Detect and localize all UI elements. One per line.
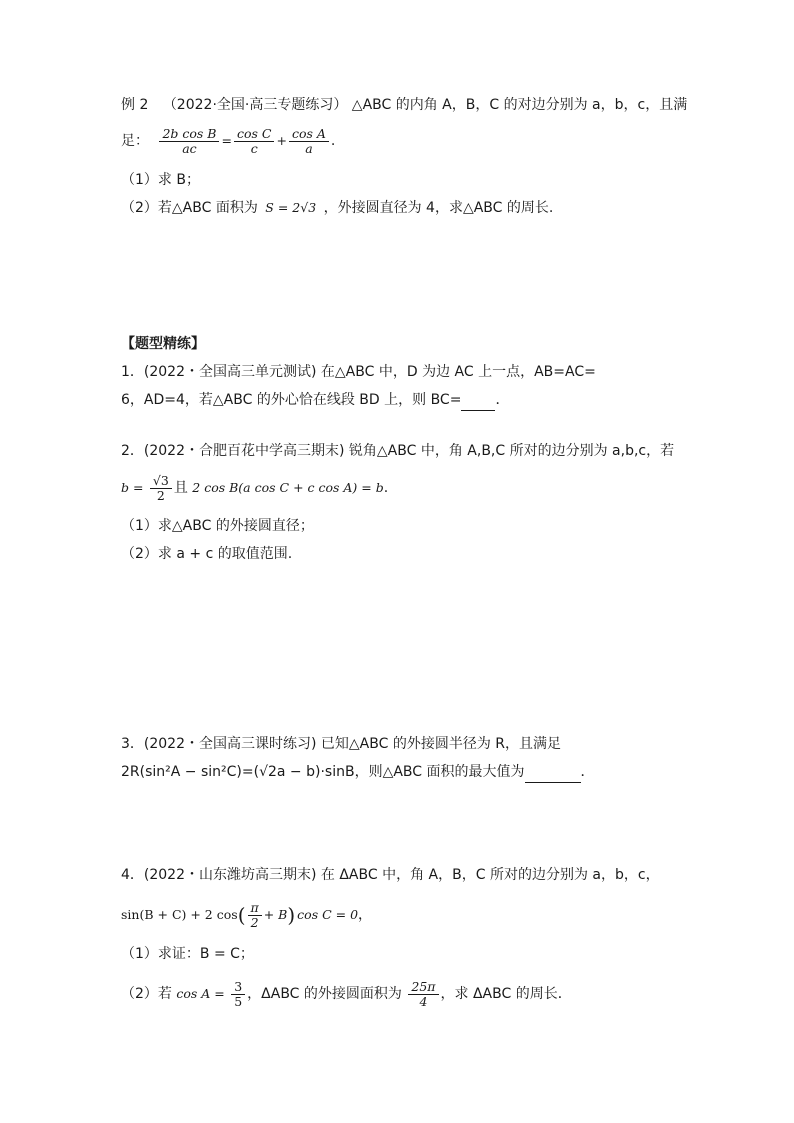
fraction-b: $\frac{√3}{2}$ — [150, 474, 172, 503]
problem-4-equation: sin(B + C) + 2 cos( $\frac{\pi}{2}$ + B) cos C = 0， — [121, 899, 373, 930]
fraction-area: $\frac{25\pi}{4}$ — [408, 980, 438, 1009]
example-2-line-2: 足： $\frac{\text{2b cos B}}{ac}$ = $\frac{\text{cos C}}{c}$ + $\frac{\text{cos A}}{a}$ . — [121, 125, 336, 156]
example-stem: △ABC 的内角 A，B，C 的对边分别为 a，b，c，且满 — [351, 97, 688, 113]
example-stem-cont: 足： — [121, 133, 149, 149]
area-formula: S = 2√3 — [265, 200, 317, 215]
answer-blank[interactable] — [525, 762, 581, 783]
example-2-question-2: （2）若△ABC 面积为 S = 2√3 ，外接圆直径为 4，求△ABC 的周长. — [121, 200, 554, 216]
problem-4-question-2: （2）若 cos A = $\frac{3}{5}$ ，ΔABC 的外接圆面积为 $\frac{25\pi}{4}$ ，求 ΔABC 的周长． — [121, 978, 572, 1009]
problem-4-line-1: 4．(2022・山东潍坊高三期末) 在 ΔABC 中，角 A，B，C 所对的边分别为 a，b，c， — [121, 867, 660, 883]
example-2-line-1 — [121, 95, 687, 115]
problem-1-line-2: 6，AD=4，若△ABC 的外心恰在线段 BD 上，则 BC= ． — [121, 390, 509, 411]
problem-2-line-1: 2．(2022・合肥百花中学高三期末) 锐角△ABC 中，角 A,B,C 所对的边分别为 a,b,c，若 — [121, 443, 675, 459]
fraction-pi-over-2: $\frac{\pi}{2}$ — [248, 901, 262, 930]
problem-1-line-1: 1．(2022・全国高三单元测试) 在△ABC 中，D 为边 AC 上一点，AB=AC= — [121, 364, 596, 380]
fraction-rhs: $\frac{\text{cos A}}{a}$ — [289, 127, 329, 156]
example-source: （2022·全国·高三专题练习） — [162, 97, 348, 113]
condition-formula: 2 cos B(a cos C + c cos A) = b — [192, 480, 384, 495]
section-title: 【题型精练】 — [121, 336, 205, 352]
problem-3-line-2: 2R(sin²A − sin²C)=(√2a − b)·sinB，则△ABC 面积的最大值为 ． — [121, 762, 595, 783]
problem-4-question-1: （1）求证：B = C； — [121, 946, 254, 962]
problem-2-line-2: b = $\frac{√3}{2}$ 且 2 cos B(a cos C + c cos A) = b. — [121, 472, 389, 503]
problem-2-question-1: （1）求△ABC 的外接圆直径； — [121, 518, 314, 534]
answer-blank[interactable] — [461, 390, 495, 411]
example-label: 例 2 — [121, 97, 149, 113]
problem-3-line-1: 3．(2022・全国高三课时练习) 已知△ABC 的外接圆半径为 R，且满足 — [121, 736, 562, 752]
fraction-cos-a: $\frac{3}{5}$ — [231, 980, 245, 1009]
problem-2-question-2: （2）求 a + c 的取值范围. — [121, 546, 293, 562]
fraction-lhs: $\frac{\text{2b cos B}}{ac}$ — [159, 127, 219, 156]
fraction-mid: $\frac{\text{cos C}}{c}$ — [234, 127, 274, 156]
example-2-question-1: （1）求 B； — [121, 172, 200, 188]
